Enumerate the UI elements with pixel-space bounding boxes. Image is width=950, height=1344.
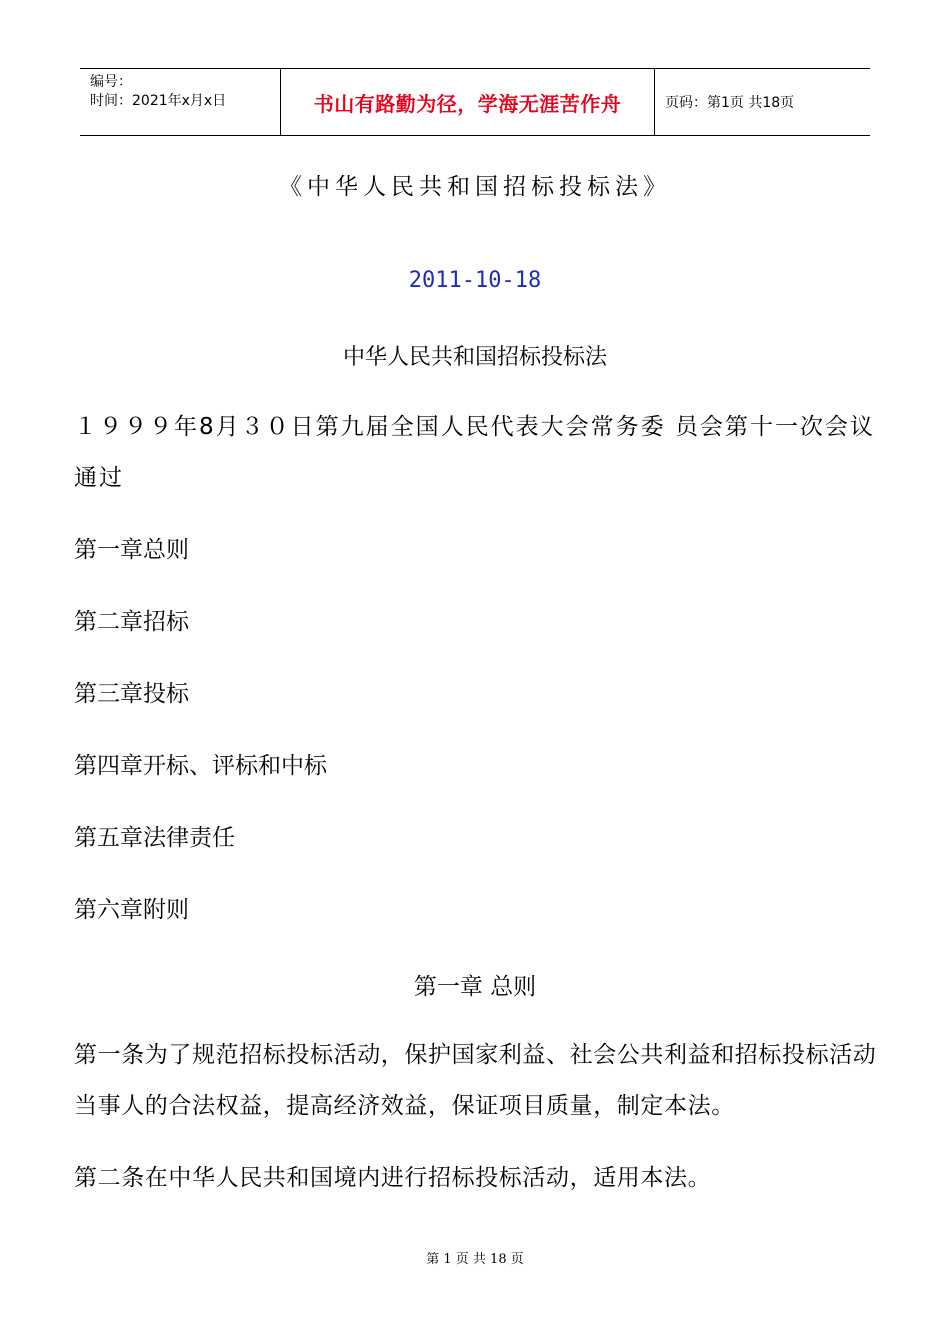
- header-motto-cell: [281, 69, 655, 135]
- chapter-list-item: 第四章开标、评标和中标: [74, 753, 327, 779]
- header-meta-cell: [80, 69, 281, 135]
- chapter-list-item: 第一章总则: [74, 537, 189, 563]
- chapter-heading: 第一章 总则: [413, 974, 537, 1000]
- page-footer: 第 1 页 共 18 页: [426, 1252, 524, 1267]
- passage-note: １９９９年8月３０日第九届全国人民代表大会常务委 员会第十一次会议通过: [74, 414, 875, 491]
- chapter-list-item: 第六章附则: [74, 897, 189, 923]
- page-info: 页码：第1页 共18页: [665, 95, 795, 111]
- document-title: 《中华人民共和国招标投标法》: [279, 174, 671, 200]
- number-label: 编号：: [90, 74, 132, 90]
- time-label: 时间：2021年x月x日: [90, 93, 227, 109]
- chapter-list-item: 第二章招标: [74, 609, 189, 635]
- chapter-list-item: 第三章投标: [74, 681, 189, 707]
- header-page-cell: [655, 69, 870, 135]
- page-header: [80, 68, 870, 136]
- article-2: 第二条在中华人民共和国境内进行招标投标活动，适用本法。: [74, 1165, 712, 1191]
- article-1: 第一条为了规范招标投标活动，保护国家利益、社会公共利益和招标投标活动当事人的合法权益，提高经济效益，保证项目质量，制定本法。: [74, 1042, 877, 1119]
- document-date: 2011-10-18: [408, 268, 542, 293]
- chapter-list-item: 第五章法律责任: [74, 825, 235, 851]
- law-name: 中华人民共和国招标投标法: [342, 345, 607, 370]
- motto-text: 书山有路勤为径，学海无涯苦作舟: [313, 91, 622, 116]
